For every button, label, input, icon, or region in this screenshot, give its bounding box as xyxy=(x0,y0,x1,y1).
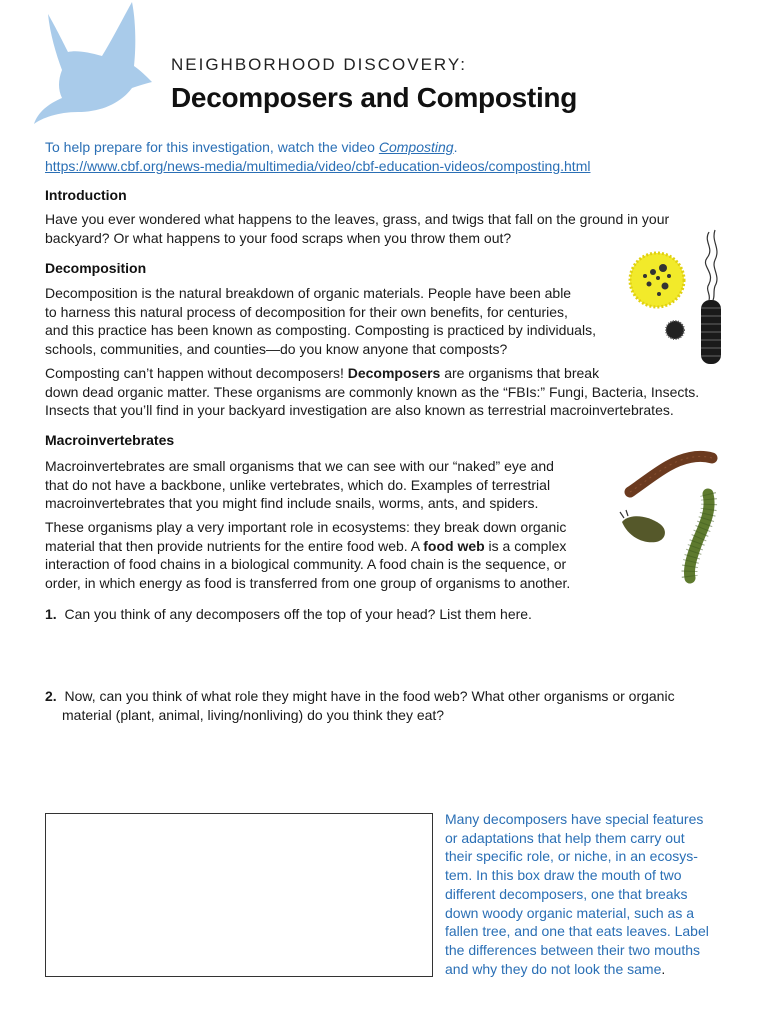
macro2-line: interaction of food chains in a biological community. A food chain is the sequence, or xyxy=(45,556,567,572)
macro-line: that do not have a backbone, unlike vertebrates, which do. Examples of terrestrial xyxy=(45,476,551,493)
macro2-text: is a complex xyxy=(484,537,567,554)
page-title: Decomposers and Composting xyxy=(171,82,578,113)
video-title-link[interactable]: Composting xyxy=(378,139,454,155)
macro2-line: order, in which energy as food is transferred from one group of organisms to another. xyxy=(45,574,571,591)
note-line: different decomposers, one that breaks xyxy=(445,885,688,902)
drawing-box[interactable] xyxy=(45,813,433,977)
note-line: or adaptations that help them carry out xyxy=(445,829,685,846)
decomp-line: to harness this natural process of decomposition for their own benefits, for centuries, xyxy=(45,303,568,320)
note-line: fallen tree, and one that eats leaves. Label xyxy=(445,923,709,940)
decomp-line: schools, communities, and counties—do you know anyone that composts? xyxy=(45,340,508,357)
decomposition-paragraph-1 xyxy=(45,284,625,358)
macro2-text: material that then provide nutrients for the entire food web. A xyxy=(45,537,424,554)
video-url-link[interactable]: https://www.cbf.org/news-media/multimedia/video/cbf-education-videos/composting.html xyxy=(45,158,591,174)
question-text: material (plant, animal, living/nonliving) do you think they eat? xyxy=(62,707,445,723)
intro-line: backyard? Or what happens to your food scraps when you throw them out? xyxy=(45,229,512,246)
prep-text-before: To help prepare for this investigation, watch the video xyxy=(45,139,379,155)
macro-line: Macroinvertebrates are small organisms that we can see with our “naked” eye and xyxy=(45,458,554,474)
decomp2-line: Insects that you’ll find in your backyard investigation are also known as terrestrial macroinvertebrates. xyxy=(45,402,674,418)
bacteria-illustration-icon xyxy=(625,228,730,368)
question-number: 2. xyxy=(45,688,57,704)
decomposition-paragraph-2 xyxy=(45,364,735,420)
bird-logo-icon xyxy=(28,0,158,128)
question-2 xyxy=(45,687,745,725)
macroinvertebrates-paragraph-1 xyxy=(45,457,615,513)
drawing-instructions xyxy=(445,810,730,978)
question-1 xyxy=(45,605,735,624)
prep-text-after: . xyxy=(453,139,458,155)
introduction-heading: Introduction xyxy=(45,187,127,203)
decomposers-term: Decomposers xyxy=(347,365,441,381)
note-end-punct: . xyxy=(661,960,666,977)
question-number: 1. xyxy=(45,606,57,622)
macro2-line: These organisms play a very important role in ecosystems: they break down organic xyxy=(45,519,567,535)
prep-text xyxy=(45,138,735,176)
question-text: Now, can you think of what role they might have in the food web? What other organisms or organic xyxy=(64,688,675,704)
decomp2-text: Composting can’t happen without decomposers! xyxy=(45,365,348,381)
decomp2-line: down dead organic matter. These organisms are commonly known as the “FBIs:” Fungi, Bacteria, Insects. xyxy=(45,383,700,400)
decomposition-heading: Decomposition xyxy=(45,260,147,276)
question-text: Can you think of any decomposers off the top of your head? List them here. xyxy=(64,606,532,622)
note-line: tem. In this box draw the mouth of two xyxy=(445,867,682,884)
note-line: the differences between their two mouths xyxy=(445,941,701,958)
decomp-line: Decomposition is the natural breakdown of organic materials. People have been able xyxy=(45,285,572,301)
note-line: and why they do not look the same xyxy=(445,960,662,977)
note-line: Many decomposers have special features xyxy=(445,811,704,827)
worms-illustration-icon xyxy=(618,448,723,588)
macroinvertebrates-paragraph-2 xyxy=(45,518,625,592)
macro-line: macroinvertebrates that you might find include snails, worms, ants, and spiders. xyxy=(45,495,539,511)
note-line: down woody organic material, such as a xyxy=(445,904,695,921)
header-eyebrow: NEIGHBORHOOD DISCOVERY: xyxy=(171,55,468,74)
decomp2-text: are organisms that break xyxy=(440,365,600,381)
food-web-term: food web xyxy=(423,537,485,554)
intro-line: Have you ever wondered what happens to the leaves, grass, and twigs that fall on the ground in your xyxy=(45,211,670,227)
macroinvertebrates-heading: Macroinvertebrates xyxy=(45,432,175,448)
decomp-line: and this practice has been known as composting. Composting is practiced by individuals, xyxy=(45,322,596,338)
note-line: their specific role, or niche, in an ecosys- xyxy=(445,848,698,865)
